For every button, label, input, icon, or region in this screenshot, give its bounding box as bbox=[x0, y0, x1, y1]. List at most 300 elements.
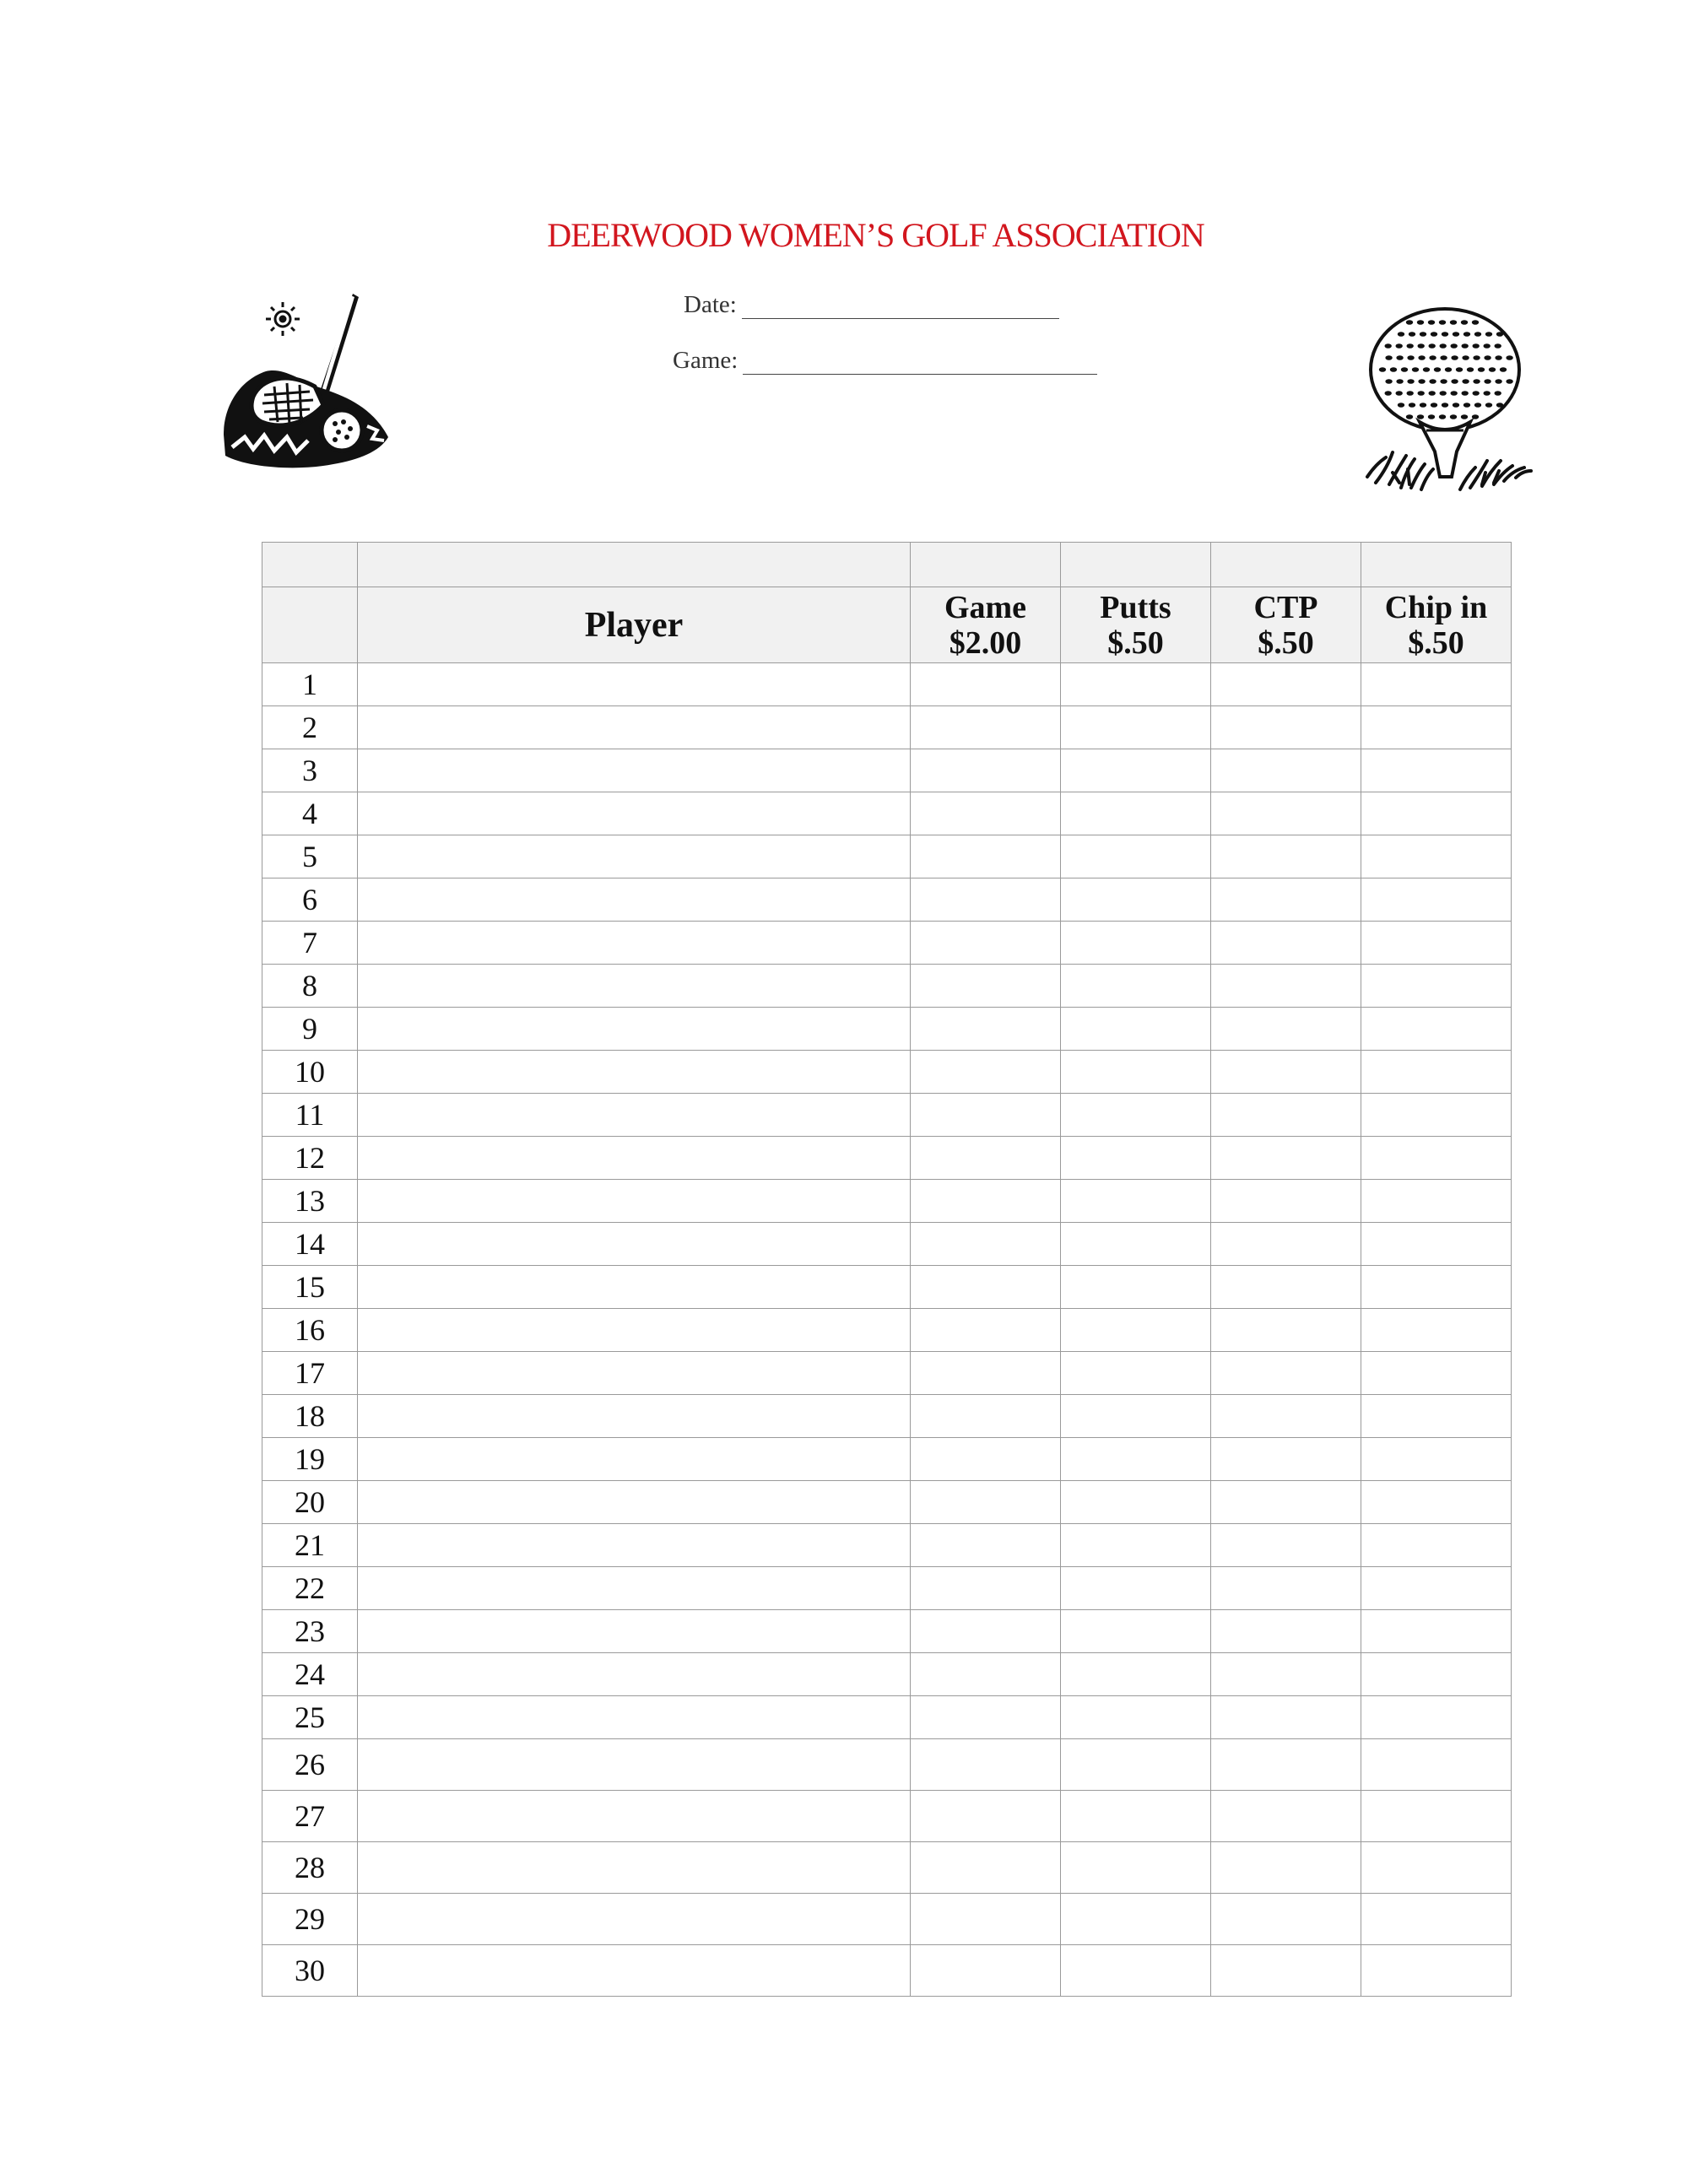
player-cell[interactable] bbox=[358, 835, 911, 878]
chip-in-cell[interactable] bbox=[1361, 792, 1512, 835]
ctp-cell[interactable] bbox=[1211, 1395, 1361, 1438]
row-number-cell: 15 bbox=[262, 1266, 358, 1309]
putts-cell[interactable] bbox=[1061, 1791, 1211, 1842]
dimple bbox=[1406, 414, 1413, 419]
ctp-cell[interactable] bbox=[1211, 663, 1361, 706]
dimple bbox=[1451, 391, 1458, 396]
chip-in-cell[interactable] bbox=[1361, 663, 1512, 706]
game-cell[interactable] bbox=[911, 1438, 1061, 1481]
row-number-cell: 24 bbox=[262, 1653, 358, 1696]
dimple bbox=[1484, 391, 1491, 396]
player-cell[interactable] bbox=[358, 1524, 911, 1567]
dimple bbox=[1500, 367, 1507, 372]
row-number-cell: 20 bbox=[262, 1481, 358, 1524]
chip-in-cell[interactable] bbox=[1361, 1791, 1512, 1842]
dimple bbox=[1418, 379, 1425, 384]
dimple bbox=[1428, 320, 1435, 325]
ctp-cell[interactable] bbox=[1211, 1791, 1361, 1842]
chip-in-cell[interactable] bbox=[1361, 1842, 1512, 1894]
chip-in-cell[interactable] bbox=[1361, 1696, 1512, 1739]
row-number-cell: 17 bbox=[262, 1352, 358, 1395]
putts-cell[interactable] bbox=[1061, 965, 1211, 1008]
blank-header-cell bbox=[911, 543, 1061, 587]
dimple bbox=[1439, 320, 1446, 325]
row-number-cell: 9 bbox=[262, 1008, 358, 1051]
dimple bbox=[1439, 414, 1446, 419]
game-cell[interactable] bbox=[911, 1266, 1061, 1309]
blank-header-cell bbox=[262, 543, 358, 587]
chip-in-cell[interactable] bbox=[1361, 922, 1512, 965]
game-cell[interactable] bbox=[911, 1137, 1061, 1180]
table-row bbox=[262, 1094, 1512, 1137]
putts-cell[interactable] bbox=[1061, 1180, 1211, 1223]
chip-in-cell[interactable] bbox=[1361, 1094, 1512, 1137]
dimple bbox=[1385, 379, 1392, 384]
game-cell[interactable] bbox=[911, 1567, 1061, 1610]
row-number-cell: 4 bbox=[262, 792, 358, 835]
putts-cell[interactable] bbox=[1061, 922, 1211, 965]
ctp-cell[interactable] bbox=[1211, 1352, 1361, 1395]
table-row bbox=[262, 749, 1512, 792]
ctp-cell[interactable] bbox=[1211, 1945, 1361, 1997]
player-cell[interactable] bbox=[358, 792, 911, 835]
header-price: $.50 bbox=[1107, 624, 1164, 661]
chip-in-cell[interactable] bbox=[1361, 1137, 1512, 1180]
dimple bbox=[1474, 332, 1481, 337]
putts-cell[interactable] bbox=[1061, 1395, 1211, 1438]
putts-cell[interactable] bbox=[1061, 1945, 1211, 1997]
chip-in-cell[interactable] bbox=[1361, 1008, 1512, 1051]
player-cell[interactable] bbox=[358, 1945, 911, 1997]
table-row bbox=[262, 1352, 1512, 1395]
game-cell[interactable] bbox=[911, 1352, 1061, 1395]
putts-cell[interactable] bbox=[1061, 792, 1211, 835]
putts-cell[interactable] bbox=[1061, 1137, 1211, 1180]
putts-cell[interactable] bbox=[1061, 1309, 1211, 1352]
dimple bbox=[1453, 332, 1459, 337]
chip-in-cell[interactable] bbox=[1361, 1610, 1512, 1653]
dimple bbox=[1467, 367, 1474, 372]
game-cell[interactable] bbox=[911, 878, 1061, 922]
table-row bbox=[262, 1842, 1512, 1894]
row-number-cell: 5 bbox=[262, 835, 358, 878]
dimple bbox=[1461, 414, 1468, 419]
header-price: $2.00 bbox=[949, 624, 1022, 661]
dimple bbox=[1440, 343, 1447, 349]
putts-cell[interactable] bbox=[1061, 1438, 1211, 1481]
chip-in-cell[interactable] bbox=[1361, 835, 1512, 878]
chip-in-cell[interactable] bbox=[1361, 1352, 1512, 1395]
player-cell[interactable] bbox=[358, 749, 911, 792]
player-cell[interactable] bbox=[358, 1567, 911, 1610]
dimple bbox=[1495, 379, 1501, 384]
chip-in-cell[interactable] bbox=[1361, 1395, 1512, 1438]
ctp-cell[interactable] bbox=[1211, 1094, 1361, 1137]
game-cell[interactable] bbox=[911, 922, 1061, 965]
ctp-cell[interactable] bbox=[1211, 835, 1361, 878]
row-number-cell: 22 bbox=[262, 1567, 358, 1610]
dimple bbox=[1417, 320, 1424, 325]
game-cell[interactable] bbox=[911, 1008, 1061, 1051]
game-cell[interactable] bbox=[911, 1610, 1061, 1653]
dimple bbox=[1462, 379, 1469, 384]
golf-ball-on-tee-icon bbox=[1359, 304, 1536, 498]
golf-club-and-ball-icon bbox=[215, 287, 397, 477]
player-cell[interactable] bbox=[358, 1653, 911, 1696]
dimple bbox=[1442, 403, 1448, 408]
game-cell[interactable] bbox=[911, 1395, 1061, 1438]
dimple bbox=[1429, 379, 1436, 384]
row-number-cell: 8 bbox=[262, 965, 358, 1008]
putts-cell[interactable] bbox=[1061, 1266, 1211, 1309]
putts-cell[interactable] bbox=[1061, 1739, 1211, 1791]
putts-cell[interactable] bbox=[1061, 1653, 1211, 1696]
putts-cell[interactable] bbox=[1061, 1696, 1211, 1739]
putts-cell[interactable] bbox=[1061, 1481, 1211, 1524]
putts-cell[interactable] bbox=[1061, 1524, 1211, 1567]
chip-in-cell[interactable] bbox=[1361, 1894, 1512, 1945]
table-row bbox=[262, 1894, 1512, 1945]
game-cell[interactable] bbox=[911, 1842, 1061, 1894]
game-blank-line[interactable] bbox=[743, 350, 1097, 375]
game-field[interactable] bbox=[673, 347, 1097, 375]
dimple bbox=[1431, 403, 1437, 408]
dimple bbox=[1473, 391, 1480, 396]
dimple bbox=[1445, 367, 1452, 372]
dimple bbox=[1474, 403, 1481, 408]
chip-in-column-header bbox=[1361, 587, 1512, 663]
dimple bbox=[1396, 355, 1403, 360]
dimple bbox=[1495, 355, 1501, 360]
table-row bbox=[262, 1051, 1512, 1094]
table-row bbox=[262, 1008, 1512, 1051]
player-cell[interactable] bbox=[358, 1438, 911, 1481]
game-cell[interactable] bbox=[911, 835, 1061, 878]
dimple bbox=[1485, 332, 1492, 337]
dimple bbox=[1495, 391, 1501, 396]
table-row bbox=[262, 1223, 1512, 1266]
game-cell[interactable] bbox=[911, 1524, 1061, 1567]
putts-cell[interactable] bbox=[1061, 706, 1211, 749]
table-row bbox=[262, 1739, 1512, 1791]
ctp-cell[interactable] bbox=[1211, 922, 1361, 965]
header-price: $.50 bbox=[1408, 624, 1464, 661]
putts-cell[interactable] bbox=[1061, 749, 1211, 792]
dimple bbox=[1407, 355, 1414, 360]
row-number-cell: 1 bbox=[262, 663, 358, 706]
blank-header-cell bbox=[1061, 543, 1211, 587]
putts-cell[interactable] bbox=[1061, 1894, 1211, 1945]
row-number-cell: 26 bbox=[262, 1739, 358, 1791]
date-label: Date: bbox=[684, 291, 737, 318]
dimple bbox=[1398, 403, 1404, 408]
dimple bbox=[1461, 320, 1468, 325]
ctp-cell[interactable] bbox=[1211, 878, 1361, 922]
dimple bbox=[1440, 379, 1447, 384]
row-number-cell: 2 bbox=[262, 706, 358, 749]
player-cell[interactable] bbox=[358, 878, 911, 922]
blank-header-cell bbox=[1211, 543, 1361, 587]
row-number-cell: 21 bbox=[262, 1524, 358, 1567]
dimple bbox=[1506, 379, 1512, 384]
dimple bbox=[1418, 355, 1425, 360]
game-cell[interactable] bbox=[911, 1481, 1061, 1524]
table-row bbox=[262, 965, 1512, 1008]
game-cell[interactable] bbox=[911, 1791, 1061, 1842]
ctp-cell[interactable] bbox=[1211, 1696, 1361, 1739]
dimple bbox=[1463, 332, 1470, 337]
player-cell[interactable] bbox=[358, 706, 911, 749]
game-cell[interactable] bbox=[911, 749, 1061, 792]
blank-header-cell bbox=[358, 543, 911, 587]
row-number-cell: 19 bbox=[262, 1438, 358, 1481]
dimple bbox=[1385, 343, 1392, 349]
ctp-cell[interactable] bbox=[1211, 1610, 1361, 1653]
row-number-cell: 29 bbox=[262, 1894, 358, 1945]
ctp-cell[interactable] bbox=[1211, 706, 1361, 749]
player-cell[interactable] bbox=[358, 1739, 911, 1791]
dimple bbox=[1406, 320, 1413, 325]
player-cell[interactable] bbox=[358, 1352, 911, 1395]
ctp-cell[interactable] bbox=[1211, 1894, 1361, 1945]
ctp-column-header bbox=[1211, 587, 1361, 663]
dimple bbox=[1379, 367, 1386, 372]
chip-in-cell[interactable] bbox=[1361, 1223, 1512, 1266]
dimple bbox=[1496, 403, 1503, 408]
chip-in-cell[interactable] bbox=[1361, 965, 1512, 1008]
chip-in-cell[interactable] bbox=[1361, 1524, 1512, 1567]
ctp-cell[interactable] bbox=[1211, 792, 1361, 835]
dimple bbox=[1478, 367, 1485, 372]
dimple bbox=[1462, 343, 1469, 349]
row-number-cell: 23 bbox=[262, 1610, 358, 1653]
putts-cell[interactable] bbox=[1061, 1567, 1211, 1610]
player-cell[interactable] bbox=[358, 1008, 911, 1051]
column-header-row bbox=[262, 587, 1512, 663]
dimple bbox=[1462, 355, 1469, 360]
dimple bbox=[1463, 403, 1470, 408]
table-row bbox=[262, 1180, 1512, 1223]
game-cell[interactable] bbox=[911, 792, 1061, 835]
ctp-cell[interactable] bbox=[1211, 1266, 1361, 1309]
chip-in-cell[interactable] bbox=[1361, 1945, 1512, 1997]
dimple bbox=[1484, 343, 1491, 349]
dimple bbox=[1420, 332, 1426, 337]
game-cell[interactable] bbox=[911, 1180, 1061, 1223]
player-cell[interactable] bbox=[358, 1696, 911, 1739]
ctp-cell[interactable] bbox=[1211, 1524, 1361, 1567]
table-row bbox=[262, 792, 1512, 835]
player-cell[interactable] bbox=[358, 1137, 911, 1180]
player-cell[interactable] bbox=[358, 1309, 911, 1352]
sun-icon bbox=[266, 302, 300, 336]
dimple bbox=[1431, 332, 1437, 337]
putts-cell[interactable] bbox=[1061, 1842, 1211, 1894]
game-cell[interactable] bbox=[911, 663, 1061, 706]
table-row bbox=[262, 878, 1512, 922]
table-row bbox=[262, 1567, 1512, 1610]
player-cell[interactable] bbox=[358, 1051, 911, 1094]
ctp-cell[interactable] bbox=[1211, 1309, 1361, 1352]
table-row bbox=[262, 1610, 1512, 1653]
dimple bbox=[1484, 355, 1491, 360]
chip-in-cell[interactable] bbox=[1361, 1180, 1512, 1223]
game-cell[interactable] bbox=[911, 1309, 1061, 1352]
game-cell[interactable] bbox=[911, 1223, 1061, 1266]
player-cell[interactable] bbox=[358, 1395, 911, 1438]
ctp-cell[interactable] bbox=[1211, 1739, 1361, 1791]
page-title: DEERWOOD WOMEN’S GOLF ASSOCIATION bbox=[547, 216, 1204, 254]
player-cell[interactable] bbox=[358, 663, 911, 706]
player-cell[interactable] bbox=[358, 1180, 911, 1223]
table-row bbox=[262, 1524, 1512, 1567]
player-cell[interactable] bbox=[358, 1791, 911, 1842]
dimple bbox=[1472, 320, 1479, 325]
row-number-cell: 7 bbox=[262, 922, 358, 965]
dimple bbox=[1429, 343, 1436, 349]
header-label: Chip in bbox=[1384, 589, 1488, 625]
game-cell[interactable] bbox=[911, 1051, 1061, 1094]
ctp-cell[interactable] bbox=[1211, 1223, 1361, 1266]
chip-in-cell[interactable] bbox=[1361, 878, 1512, 922]
row-number-cell: 25 bbox=[262, 1696, 358, 1739]
chip-in-cell[interactable] bbox=[1361, 1309, 1512, 1352]
table-row bbox=[262, 1266, 1512, 1309]
player-cell[interactable] bbox=[358, 1266, 911, 1309]
chip-in-cell[interactable] bbox=[1361, 749, 1512, 792]
ctp-cell[interactable] bbox=[1211, 1137, 1361, 1180]
dimple bbox=[1462, 391, 1469, 396]
dimple bbox=[1396, 343, 1403, 349]
game-cell[interactable] bbox=[911, 706, 1061, 749]
putts-column-header bbox=[1061, 587, 1211, 663]
dimple bbox=[1407, 391, 1414, 396]
dimple bbox=[1385, 355, 1392, 360]
table-row bbox=[262, 1309, 1512, 1352]
player-header-label: Player bbox=[584, 605, 684, 645]
player-cell[interactable] bbox=[358, 965, 911, 1008]
dimple bbox=[1398, 332, 1404, 337]
row-number-cell: 14 bbox=[262, 1223, 358, 1266]
chip-in-cell[interactable] bbox=[1361, 1438, 1512, 1481]
dimple bbox=[1390, 367, 1397, 372]
table-row bbox=[262, 1696, 1512, 1739]
dimple bbox=[1420, 403, 1426, 408]
table-row bbox=[262, 835, 1512, 878]
ctp-cell[interactable] bbox=[1211, 1567, 1361, 1610]
dimple bbox=[1484, 379, 1491, 384]
game-cell[interactable] bbox=[911, 1945, 1061, 1997]
header-label: CTP bbox=[1253, 589, 1318, 625]
row-number-cell: 18 bbox=[262, 1395, 358, 1438]
putts-cell[interactable] bbox=[1061, 1352, 1211, 1395]
player-cell[interactable] bbox=[358, 1610, 911, 1653]
dimple bbox=[1429, 391, 1436, 396]
ctp-cell[interactable] bbox=[1211, 1481, 1361, 1524]
ctp-cell[interactable] bbox=[1211, 1438, 1361, 1481]
chip-in-cell[interactable] bbox=[1361, 706, 1512, 749]
player-cell[interactable] bbox=[358, 1223, 911, 1266]
putts-cell[interactable] bbox=[1061, 1223, 1211, 1266]
table-row bbox=[262, 1653, 1512, 1696]
table-row bbox=[262, 1395, 1512, 1438]
row-number-cell: 30 bbox=[262, 1945, 358, 1997]
chip-in-cell[interactable] bbox=[1361, 1653, 1512, 1696]
ctp-cell[interactable] bbox=[1211, 1180, 1361, 1223]
row-number-cell: 3 bbox=[262, 749, 358, 792]
date-field[interactable] bbox=[684, 291, 1059, 319]
row-number-cell: 6 bbox=[262, 878, 358, 922]
chip-in-cell[interactable] bbox=[1361, 1567, 1512, 1610]
row-number-cell: 28 bbox=[262, 1842, 358, 1894]
player-cell[interactable] bbox=[358, 1094, 911, 1137]
chip-in-cell[interactable] bbox=[1361, 1481, 1512, 1524]
game-cell[interactable] bbox=[911, 1094, 1061, 1137]
dimple bbox=[1456, 367, 1463, 372]
dimple bbox=[1450, 320, 1457, 325]
ctp-cell[interactable] bbox=[1211, 1653, 1361, 1696]
game-cell[interactable] bbox=[911, 1696, 1061, 1739]
player-cell[interactable] bbox=[358, 1894, 911, 1945]
ctp-cell[interactable] bbox=[1211, 1842, 1361, 1894]
putts-cell[interactable] bbox=[1061, 1008, 1211, 1051]
number-column-header bbox=[262, 587, 358, 663]
game-column-header bbox=[911, 587, 1061, 663]
row-number-cell: 13 bbox=[262, 1180, 358, 1223]
ctp-cell[interactable] bbox=[1211, 749, 1361, 792]
dimple bbox=[1489, 367, 1496, 372]
dimple bbox=[1418, 343, 1425, 349]
dimple bbox=[1442, 332, 1448, 337]
putts-cell[interactable] bbox=[1061, 1051, 1211, 1094]
row-number-cell: 16 bbox=[262, 1309, 358, 1352]
game-label: Game: bbox=[673, 347, 738, 374]
table-row bbox=[262, 1438, 1512, 1481]
dimple bbox=[1434, 367, 1441, 372]
ctp-cell[interactable] bbox=[1211, 1008, 1361, 1051]
dimple bbox=[1412, 367, 1419, 372]
dimple bbox=[1417, 414, 1424, 419]
dimple bbox=[1423, 367, 1430, 372]
table-row bbox=[262, 1481, 1512, 1524]
player-cell[interactable] bbox=[358, 1842, 911, 1894]
putts-cell[interactable] bbox=[1061, 835, 1211, 878]
player-cell[interactable] bbox=[358, 1481, 911, 1524]
dimple bbox=[1429, 355, 1436, 360]
player-cell[interactable] bbox=[358, 922, 911, 965]
putts-cell[interactable] bbox=[1061, 1094, 1211, 1137]
chip-in-cell[interactable] bbox=[1361, 1739, 1512, 1791]
date-blank-line[interactable] bbox=[742, 295, 1059, 319]
dimple bbox=[1496, 332, 1503, 337]
putts-cell[interactable] bbox=[1061, 1610, 1211, 1653]
table-row bbox=[262, 1137, 1512, 1180]
game-cell[interactable] bbox=[911, 1894, 1061, 1945]
dimple bbox=[1401, 367, 1408, 372]
ctp-cell[interactable] bbox=[1211, 1051, 1361, 1094]
game-cell[interactable] bbox=[911, 1653, 1061, 1696]
ctp-cell[interactable] bbox=[1211, 965, 1361, 1008]
dimple bbox=[1453, 403, 1459, 408]
putts-cell[interactable] bbox=[1061, 663, 1211, 706]
putts-cell[interactable] bbox=[1061, 878, 1211, 922]
chip-in-cell[interactable] bbox=[1361, 1051, 1512, 1094]
dimple bbox=[1407, 343, 1414, 349]
chip-in-cell[interactable] bbox=[1361, 1266, 1512, 1309]
game-cell[interactable] bbox=[911, 965, 1061, 1008]
game-cell[interactable] bbox=[911, 1739, 1061, 1791]
dimple bbox=[1396, 391, 1403, 396]
